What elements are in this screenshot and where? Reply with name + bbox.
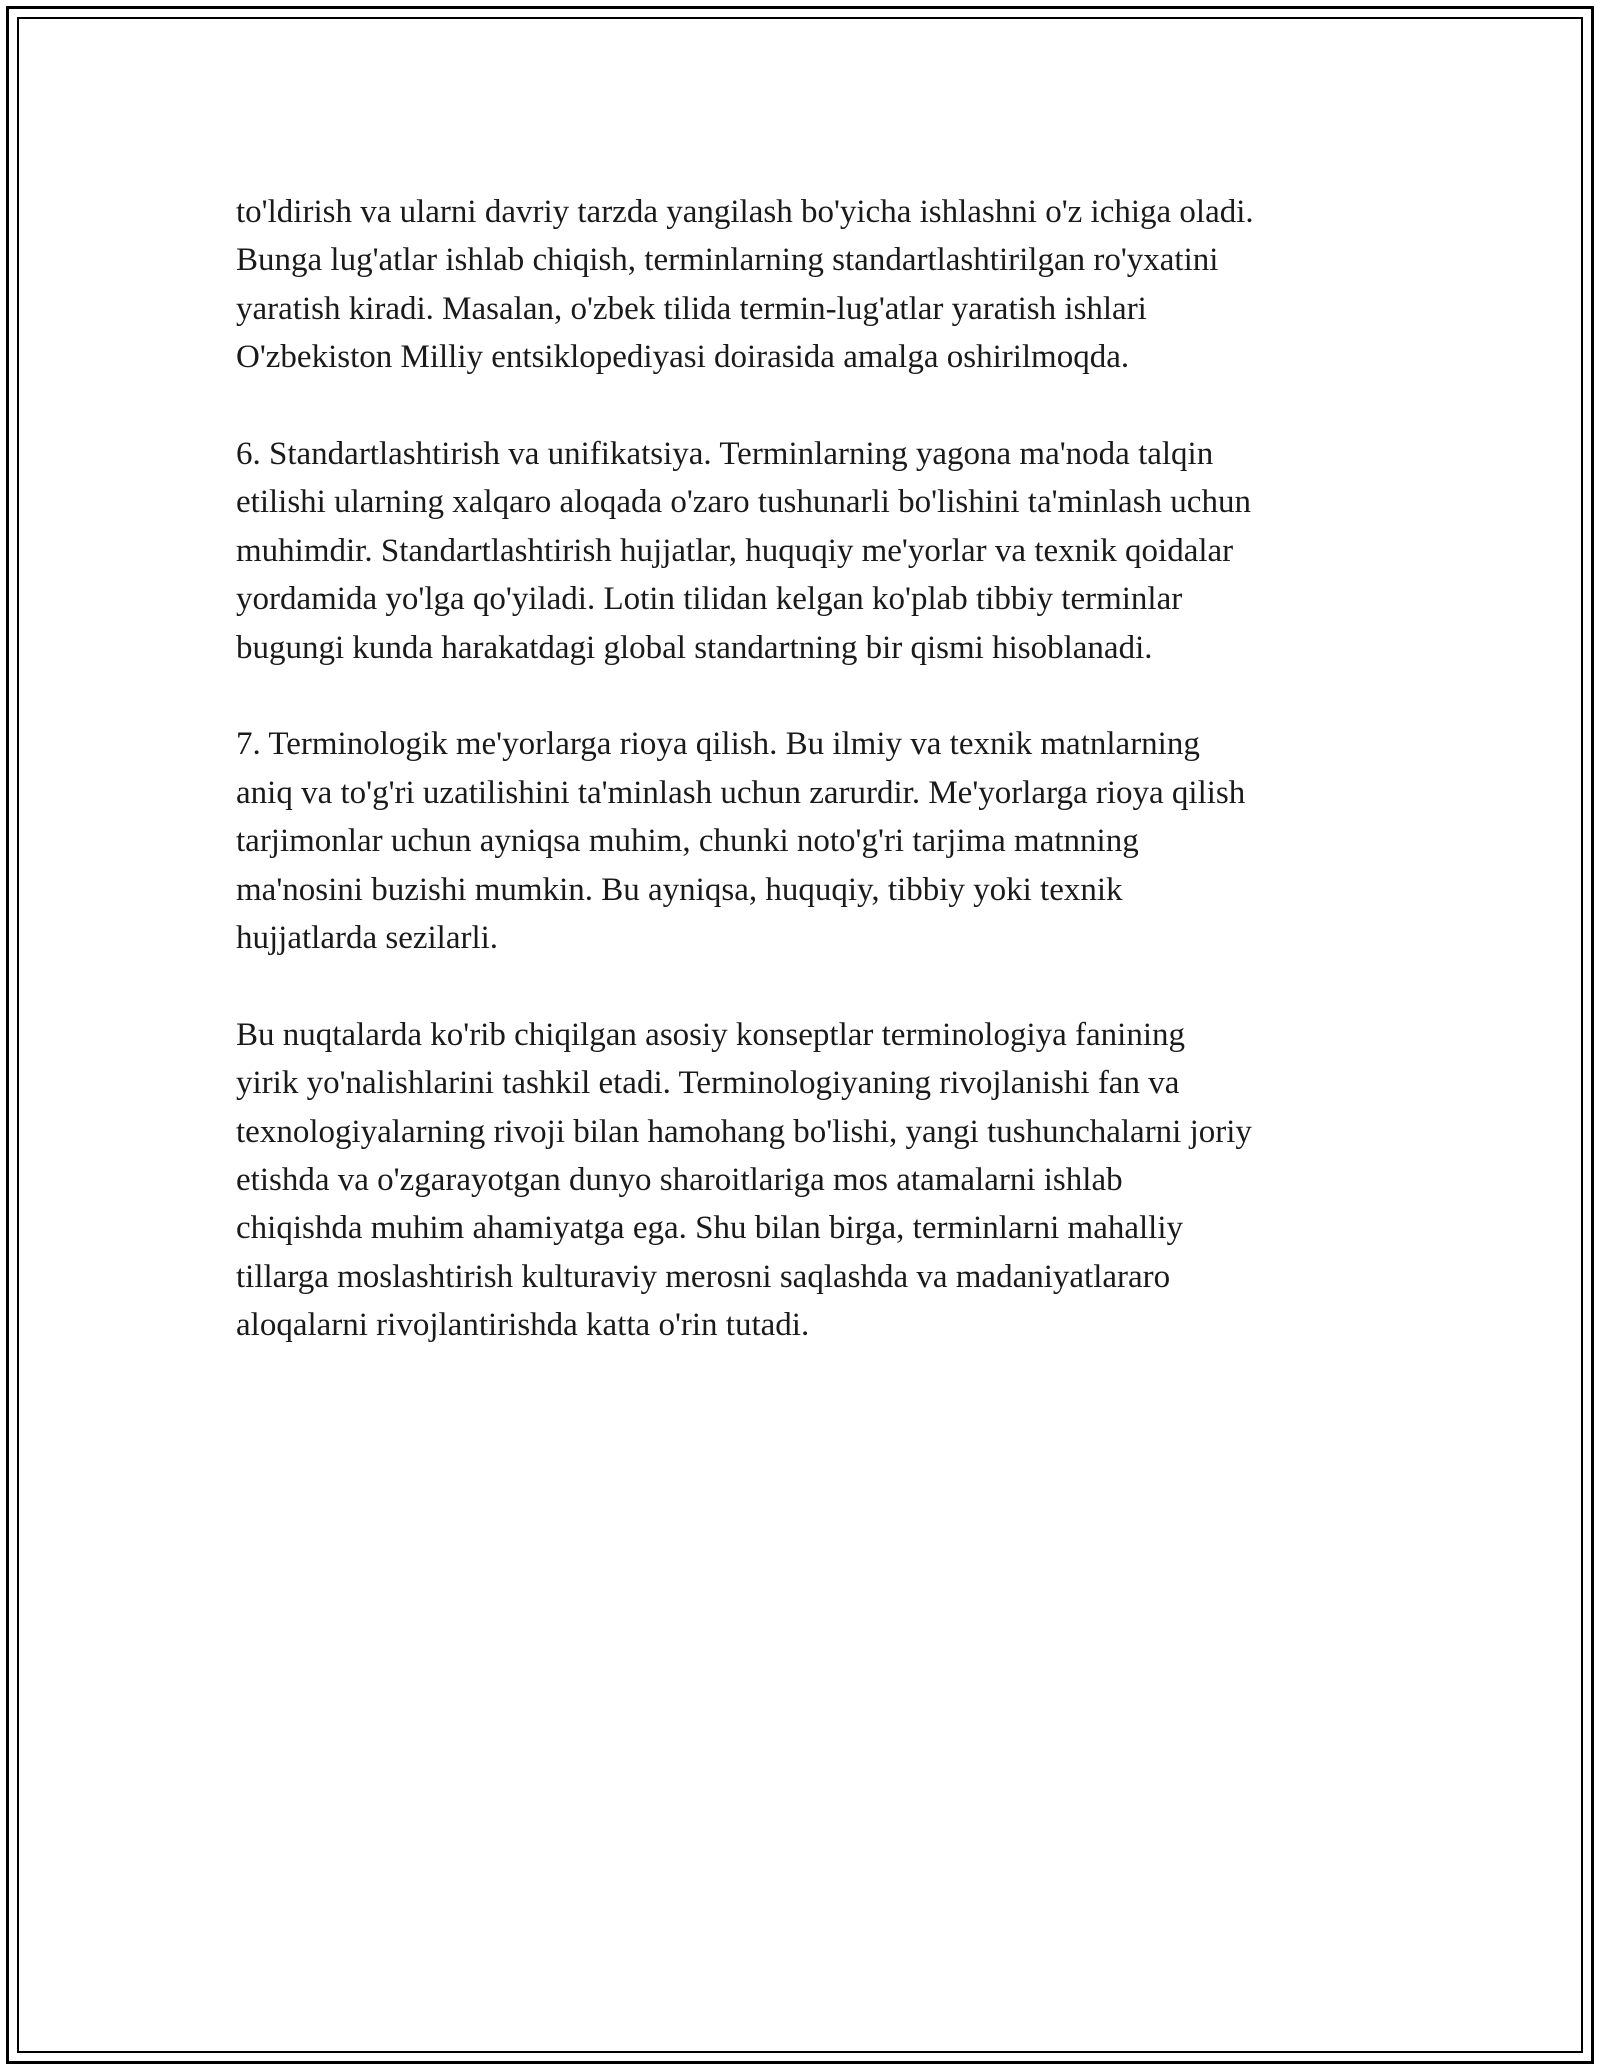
- text-line: 7. Terminologik me'yorlarga rioya qilish. Bu ilmiy va texnik matnlarning: [236, 726, 1200, 763]
- text-line: yirik yo'nalishlarini tashkil etadi. Terminologiyaning rivojlanishi fan va: [236, 1065, 1180, 1102]
- paragraph-continuation: [236, 188, 1381, 382]
- paragraph-standardization: [236, 430, 1381, 672]
- text-line: aniq va to'g'ri uzatilishini ta'minlash uchun zarurdir. Me'yorlarga rioya qilish: [236, 774, 1246, 811]
- text-line: yordamida yo'lga qo'yiladi. Lotin tilidan kelgan ko'plab tibbiy terminlar: [236, 581, 1183, 618]
- text-line: tarjimonlar uchun ayniqsa muhim, chunki noto'g'ri tarjima matnning: [236, 823, 1139, 860]
- text-line: hujjatlarda sezilarli.: [236, 920, 499, 957]
- text-line: etishda va o'zgarayotgan dunyo sharoitlariga mos atamalarni ishlab: [236, 1162, 1123, 1199]
- text-line: to'ldirish va ularni davriy tarzda yangilash bo'yicha ishlashni o'z ichiga oladi.: [236, 194, 1254, 230]
- text-line: etilishi ularning xalqaro aloqada o'zaro tushunarli bo'lishini ta'minlash uchun: [236, 484, 1251, 521]
- text-line: texnologiyalarning rivoji bilan hamohang bo'lishi, yangi tushunchalarni joriy: [236, 1113, 1252, 1150]
- text-line: tillarga moslashtirish kulturaviy merosni saqlashda va madaniyatlararo: [236, 1258, 1171, 1295]
- text-line: Bunga lug'atlar ishlab chiqish, terminlarning standartlashtirilgan ro'yxatini: [236, 242, 1219, 279]
- text-line: aloqalarni rivojlantirishda katta o'rin tutadi.: [236, 1307, 810, 1344]
- text-line: 6. Standartlashtirish va unifikatsiya. Terminlarning yagona ma'noda talqin: [236, 436, 1214, 473]
- text-line: chiqishda muhim ahamiyatga ega. Shu bilan birga, terminlarni mahalliy: [236, 1210, 1183, 1247]
- text-line: bugungi kunda harakatdagi global standartning bir qismi hisoblanadi.: [236, 629, 1153, 666]
- text-line: muhimdir. Standartlashtirish hujjatlar, huquqiy me'yorlar va texnik qoidalar: [236, 532, 1234, 569]
- text-line: ma'nosini buzishi mumkin. Bu ayniqsa, huquqiy, tibbiy yoki texnik: [236, 871, 1123, 908]
- text-line: yaratish kiradi. Masalan, o'zbek tilida termin-lug'atlar yaratish ishlari: [236, 290, 1147, 327]
- text-line: O'zbekiston Milliy entsiklopediyasi doirasida amalga oshirilmoqda.: [236, 339, 1130, 376]
- document-body: [236, 188, 1381, 1398]
- paragraph-norms: [236, 720, 1381, 962]
- paragraph-conclusion: [236, 1011, 1381, 1350]
- text-line: Bu nuqtalarda ko'rib chiqilgan asosiy konseptlar terminologiya fanining: [236, 1016, 1185, 1053]
